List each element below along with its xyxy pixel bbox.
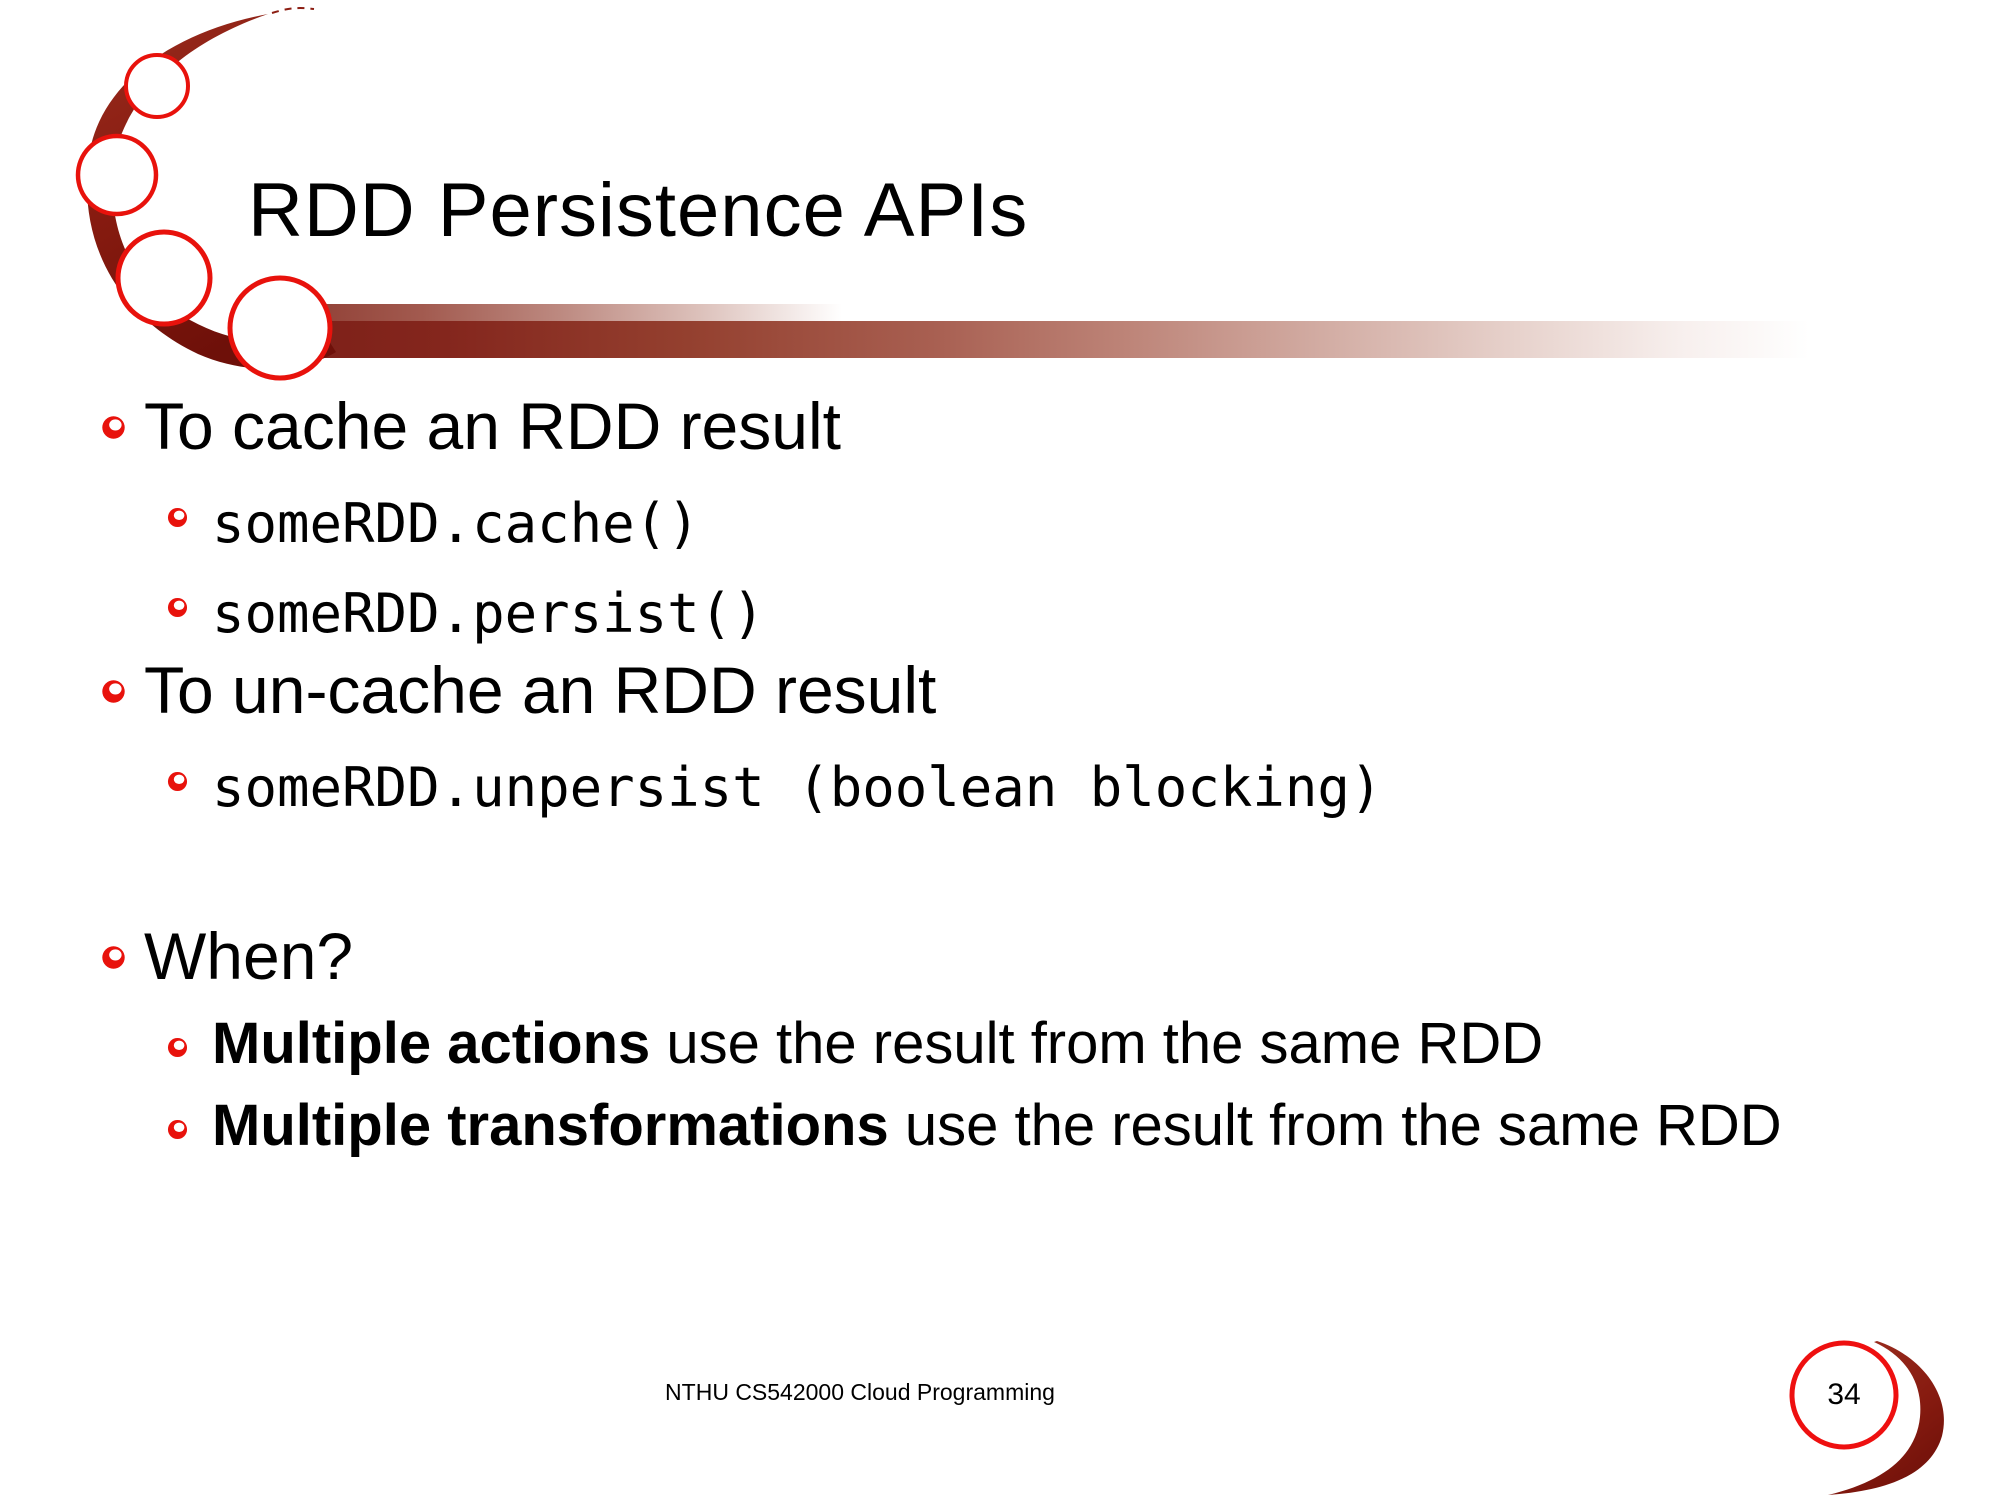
swirl-bullet-icon: [166, 506, 189, 529]
swirl-bullet-icon: [166, 1036, 189, 1059]
bullet-row: [166, 582, 765, 645]
swirl-bullet-icon: [166, 596, 189, 619]
bullet-row: [166, 492, 700, 555]
bullet-text: When?: [144, 919, 354, 993]
page-number: 34: [1827, 1378, 1861, 1411]
bullet-code-text: someRDD.unpersist (boolean blocking): [212, 756, 1383, 819]
bullet-text: [212, 1011, 1544, 1076]
bullet-text: To un-cache an RDD result: [144, 653, 937, 727]
bullet-row: [166, 756, 1383, 819]
chain-circle-1: [126, 55, 188, 117]
bullet-code-text: someRDD.persist(): [212, 582, 765, 645]
footer-course-label: NTHU CS542000 Cloud Programming: [665, 1379, 1055, 1405]
swirl-bullet-icon: [100, 944, 127, 971]
gradient-streak-main: [282, 321, 1907, 358]
swirl-bullet-icon: [166, 1118, 189, 1141]
chain-circle-3: [118, 232, 210, 324]
bullet-row: [166, 1093, 1782, 1158]
bullet-bold-lead: Multiple transformations: [212, 1093, 889, 1158]
bullet-text: [212, 1093, 1782, 1158]
swirl-bullet-icon: [100, 678, 127, 705]
swirl-bullet-icon: [100, 414, 127, 441]
bullet-bold-lead: Multiple actions: [212, 1011, 651, 1076]
bullet-text: To cache an RDD result: [144, 389, 841, 463]
swirl-chain-decoration: [0, 0, 420, 430]
bullet-rest: use the result from the same RDD: [888, 1093, 1782, 1158]
bullet-rest: use the result from the same RDD: [650, 1011, 1544, 1076]
bullet-row: [100, 653, 937, 727]
bullet-code-text: someRDD.cache(): [212, 492, 700, 555]
bullet-row: [166, 1011, 1544, 1076]
chain-circle-4: [230, 278, 330, 378]
slide-title: RDD Persistence APIs: [248, 167, 1029, 253]
swirl-bullet-icon: [166, 770, 189, 793]
swirl-tail-dashes: [272, 8, 314, 13]
chain-circle-2: [78, 136, 156, 214]
bullet-row: [100, 389, 841, 463]
bullet-row: [100, 919, 354, 993]
